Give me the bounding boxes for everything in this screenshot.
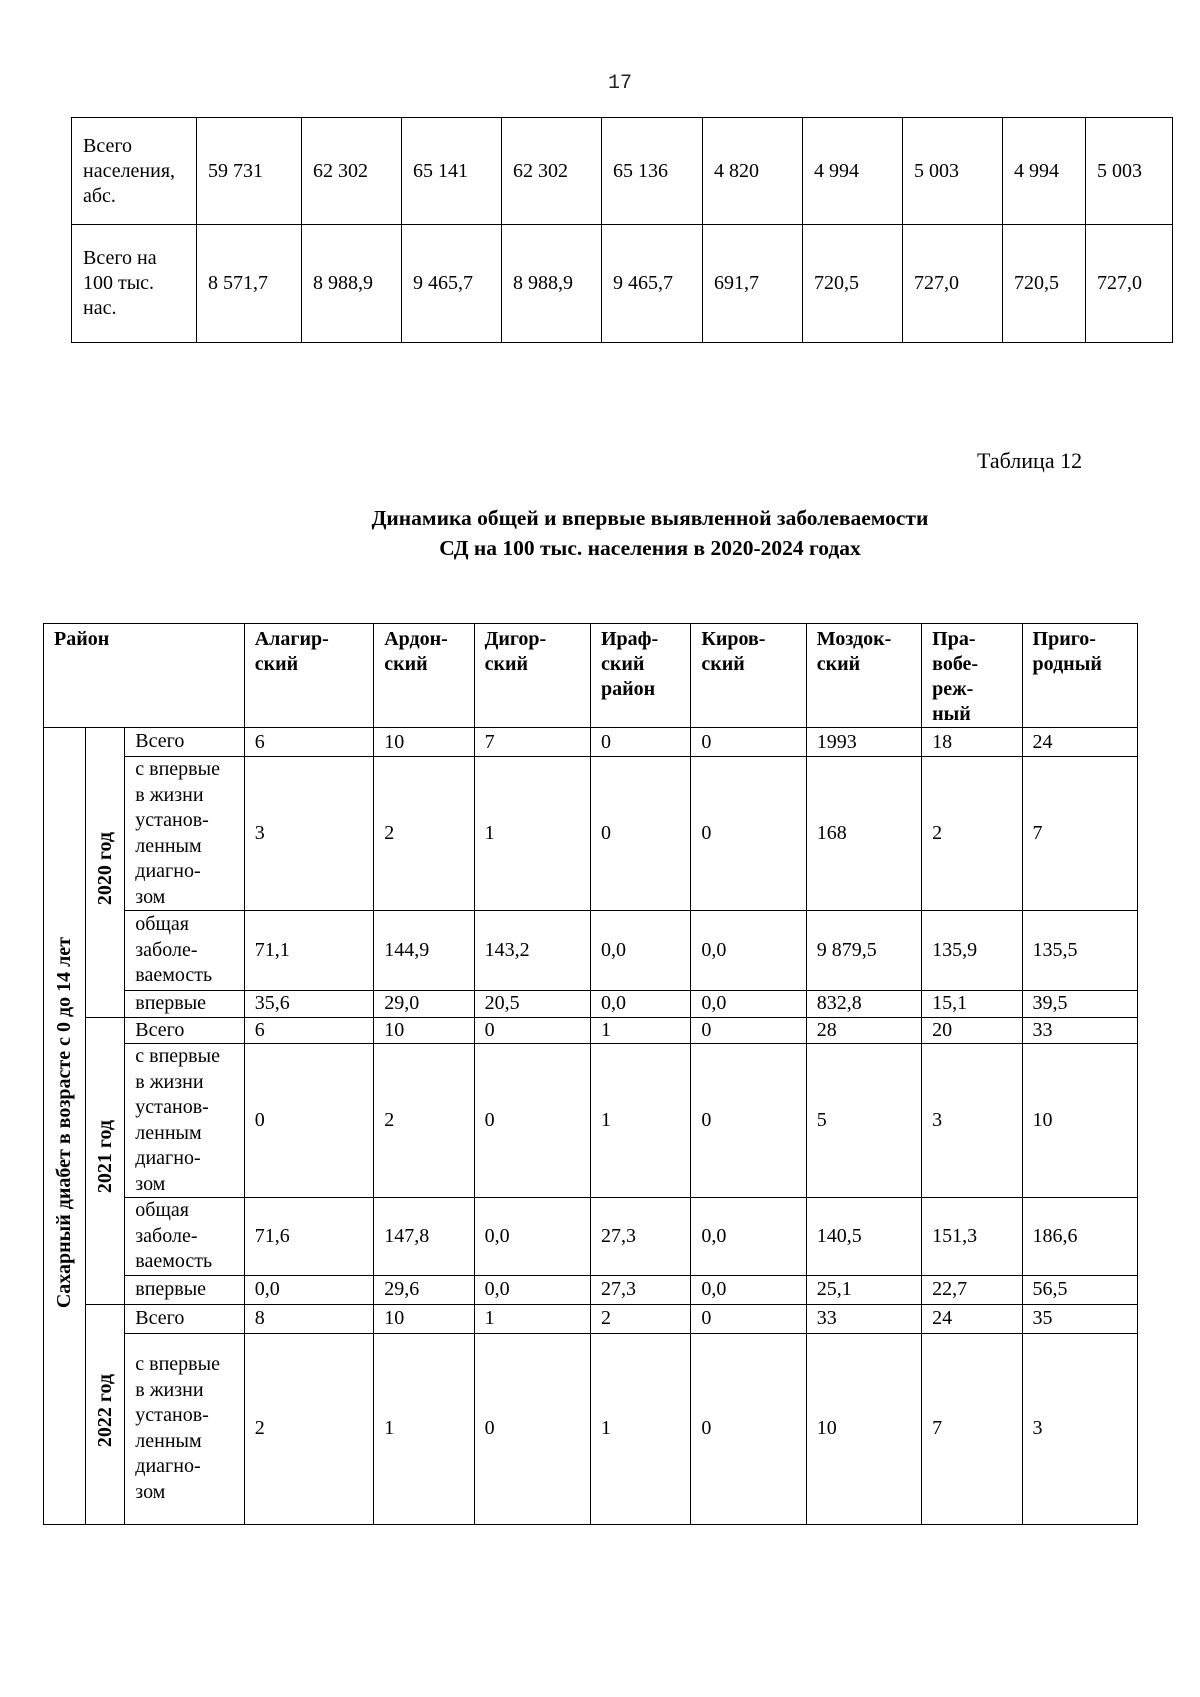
value-cell: 22,7 [922,1275,1022,1304]
table-row [44,911,1138,991]
table-row [72,225,1173,343]
table-row [44,728,1138,757]
value-cell: 1 [590,1044,690,1198]
row-label-cell [125,1304,244,1333]
table-row [44,1198,1138,1276]
row-label-line: Всего [135,1018,185,1041]
page-number: 17 [607,72,632,95]
row-label-line: Всего [135,730,185,753]
value-cell: 0,0 [691,991,806,1018]
row-label-line: Всего на [83,247,157,269]
district-name-line: район [600,678,656,700]
value-cell: 10 [1022,1044,1137,1198]
district-name-line: ный [932,703,971,725]
year-label: 2021 год [93,1120,116,1194]
value-cell: 0 [691,1017,806,1044]
value-cell: 35,6 [244,991,373,1018]
row-label-line: диагно- [135,860,201,882]
row-label-line: Всего [83,134,133,157]
value-cell: 144,9 [374,911,474,991]
value-cell: 71,1 [244,911,373,991]
row-label-line: установ- [135,1096,209,1118]
district-name-line: реж- [932,678,974,700]
value-cell: 7 [922,1333,1022,1524]
value-cell: 135,5 [1022,911,1137,991]
district-header-cell [1022,624,1137,728]
value-cell: 4 994 [803,118,903,225]
value-cell: 6 [244,728,373,757]
value-cell: 35 [1022,1304,1137,1333]
row-label-line: Всего [135,1306,185,1329]
district-header-cell [44,624,245,728]
district-name-line: родный [1032,653,1102,675]
district-header-cell [806,624,921,728]
year-label: 2022 год [93,1373,116,1448]
value-cell: 5 003 [1086,118,1173,225]
row-label-line: в жизни [135,1378,204,1401]
row-label-line: диагно- [135,1455,201,1477]
row-label-line: зом [135,1172,166,1195]
value-cell: 3 [244,757,373,911]
value-cell: 4 994 [1003,118,1086,225]
district-header-cell [691,624,806,728]
diabetes-table [43,623,1138,1525]
value-cell: 832,8 [806,991,921,1018]
header-row [44,624,1138,728]
table-row [44,757,1138,911]
table-row [44,1017,1138,1044]
table-title-line: Динамика общей и впервые выявленной заболеваемости [371,506,929,530]
value-cell: 62 302 [502,118,602,225]
value-cell: 10 [374,1017,474,1044]
value-cell: 0 [244,1044,373,1198]
row-label-line: ленным [135,834,202,857]
value-cell: 65 141 [402,118,502,225]
value-cell: 140,5 [806,1198,921,1276]
value-cell: 5 003 [903,118,1003,225]
value-cell: 8 988,9 [502,225,602,343]
value-cell: 1993 [806,728,921,757]
value-cell: 10 [806,1333,921,1524]
district-name-line: Моздок- [816,628,892,650]
value-cell: 0 [691,1304,806,1333]
district-header-cell [244,624,373,728]
value-cell: 147,8 [374,1198,474,1276]
value-cell: 0 [691,757,806,911]
row-label-line: 100 тыс. [83,272,155,294]
table-title [0,503,1200,563]
group-label-cell [44,728,86,1525]
row-label-cell [125,728,244,757]
value-cell: 0,0 [474,1198,590,1276]
row-label-line: заболе- [135,938,198,961]
district-name-line: ский [600,653,645,675]
value-cell: 20 [922,1017,1022,1044]
value-cell: 0,0 [691,1198,806,1276]
year-label-cell [86,1304,125,1524]
value-cell: 0,0 [691,1275,806,1304]
value-cell: 1 [474,757,590,911]
value-cell: 33 [806,1304,921,1333]
row-label-line: нас. [83,297,117,319]
value-cell: 33 [1022,1017,1137,1044]
district-header-cell [922,624,1022,728]
value-cell: 1 [374,1333,474,1524]
row-label-line: абс. [83,184,116,207]
value-cell: 0,0 [590,911,690,991]
district-name-line: Пра- [932,628,976,650]
value-cell: 168 [806,757,921,911]
value-cell: 56,5 [1022,1275,1137,1304]
value-cell: 0,0 [244,1275,373,1304]
value-cell: 727,0 [903,225,1003,343]
value-cell: 7 [1022,757,1137,911]
value-cell: 0 [474,1333,590,1524]
value-cell: 71,6 [244,1198,373,1276]
value-cell: 9 879,5 [806,911,921,991]
value-cell: 3 [1022,1333,1137,1524]
value-cell: 25,1 [806,1275,921,1304]
row-label-line: диагно- [135,1147,201,1169]
row-label-line: ленным [135,1429,202,1452]
value-cell: 10 [374,728,474,757]
value-cell: 9 465,7 [402,225,502,343]
value-cell: 15,1 [922,991,1022,1018]
value-cell: 151,3 [922,1198,1022,1276]
value-cell: 720,5 [803,225,903,343]
value-cell: 24 [922,1304,1022,1333]
value-cell: 8 [244,1304,373,1333]
district-header-cell [474,624,590,728]
district-name-line: Ираф- [600,628,659,650]
table-row [44,1044,1138,1198]
row-label-line: в жизни [135,1070,204,1093]
value-cell: 1 [590,1333,690,1524]
value-cell: 0 [691,728,806,757]
value-cell: 186,6 [1022,1198,1137,1276]
district-header-cell [374,624,474,728]
district-name-line: Алагир- [254,628,329,650]
row-label-line: общая [135,913,189,936]
row-label-line: ваемость [135,1250,213,1272]
table-caption: Таблица 12 [977,448,1083,473]
row-label-cell [125,1275,244,1304]
table-row [44,1275,1138,1304]
year-label-cell [86,1017,125,1304]
value-cell: 1 [474,1304,590,1333]
row-label-cell [125,1044,244,1198]
district-name-line: ский [701,653,745,675]
row-label-line: ваемость [135,964,213,987]
value-cell: 135,9 [922,911,1022,991]
population-table [71,117,1173,343]
row-label-cell [125,991,244,1018]
row-label-line: заболе- [135,1224,198,1247]
value-cell: 143,2 [474,911,590,991]
row-label-line: зом [135,885,166,908]
value-cell: 5 [806,1044,921,1198]
row-label-cell [125,911,244,991]
value-cell: 29,6 [374,1275,474,1304]
value-cell: 3 [922,1044,1022,1198]
value-cell: 4 820 [703,118,803,225]
value-cell: 0 [474,1044,590,1198]
row-label-line: ленным [135,1121,202,1144]
value-cell: 727,0 [1086,225,1173,343]
district-name-line: вобе- [932,653,979,675]
district-name-line: ский [254,653,299,675]
row-label-cell [125,1198,244,1276]
value-cell: 27,3 [590,1275,690,1304]
table-row [44,991,1138,1018]
value-cell: 0,0 [474,1275,590,1304]
value-cell: 0 [590,757,690,911]
value-cell: 29,0 [374,991,474,1018]
district-name-line: Дигор- [484,628,547,650]
row-label-line: общая [135,1199,189,1221]
row-label-cell [125,1017,244,1044]
value-cell: 27,3 [590,1198,690,1276]
district-name-line: ский [484,653,529,675]
row-label-line: с впервые [135,1045,220,1067]
group-label: Сахарный диабет в возрасте с 0 до 14 лет [53,936,76,1308]
value-cell: 2 [244,1333,373,1524]
row-label-line: установ- [135,809,209,831]
district-name-line: ский [384,653,428,675]
row-label-line: установ- [135,1404,209,1426]
value-cell: 2 [922,757,1022,911]
value-cell: 691,7 [703,225,803,343]
value-cell: 2 [374,757,474,911]
table-row [72,118,1173,225]
value-cell: 28 [806,1017,921,1044]
year-label-cell [86,728,125,1018]
value-cell: 6 [244,1017,373,1044]
value-cell: 65 136 [602,118,703,225]
value-cell: 24 [1022,728,1137,757]
row-label-line: зом [135,1480,166,1503]
row-label-cell [72,225,197,343]
value-cell: 8 571,7 [197,225,302,343]
row-label-line: впервые [135,992,207,1014]
row-label-cell [72,118,197,225]
value-cell: 2 [590,1304,690,1333]
row-label-line: с впервые [135,758,220,780]
value-cell: 39,5 [1022,991,1137,1018]
value-cell: 8 988,9 [302,225,402,343]
row-label-line: с впервые [135,1353,220,1375]
value-cell: 0,0 [691,911,806,991]
value-cell: 20,5 [474,991,590,1018]
district-name-line: Киров- [701,628,766,650]
district-name-line: Приго- [1032,628,1096,650]
value-cell: 59 731 [197,118,302,225]
year-label: 2020 год [93,832,116,906]
value-cell: 9 465,7 [602,225,703,343]
value-cell: 18 [922,728,1022,757]
district-name-line: Ардон- [384,628,448,650]
row-label-line: населения, [83,159,176,182]
table-row [44,1333,1138,1524]
district-header-label: Район [54,628,110,650]
row-label-line: впервые [135,1277,207,1300]
value-cell: 62 302 [302,118,402,225]
table-title-line: СД на 100 тыс. населения в 2020-2024 годах [439,536,861,560]
value-cell: 0 [691,1044,806,1198]
district-name-line: ский [816,653,861,675]
value-cell: 1 [590,1017,690,1044]
value-cell: 0 [590,728,690,757]
value-cell: 0,0 [590,991,690,1018]
row-label-cell [125,1333,244,1524]
value-cell: 720,5 [1003,225,1086,343]
row-label-cell [125,757,244,911]
row-label-line: в жизни [135,783,204,806]
value-cell: 7 [474,728,590,757]
table-row [44,1304,1138,1333]
value-cell: 2 [374,1044,474,1198]
district-header-cell [590,624,690,728]
value-cell: 10 [374,1304,474,1333]
value-cell: 0 [691,1333,806,1524]
value-cell: 0 [474,1017,590,1044]
